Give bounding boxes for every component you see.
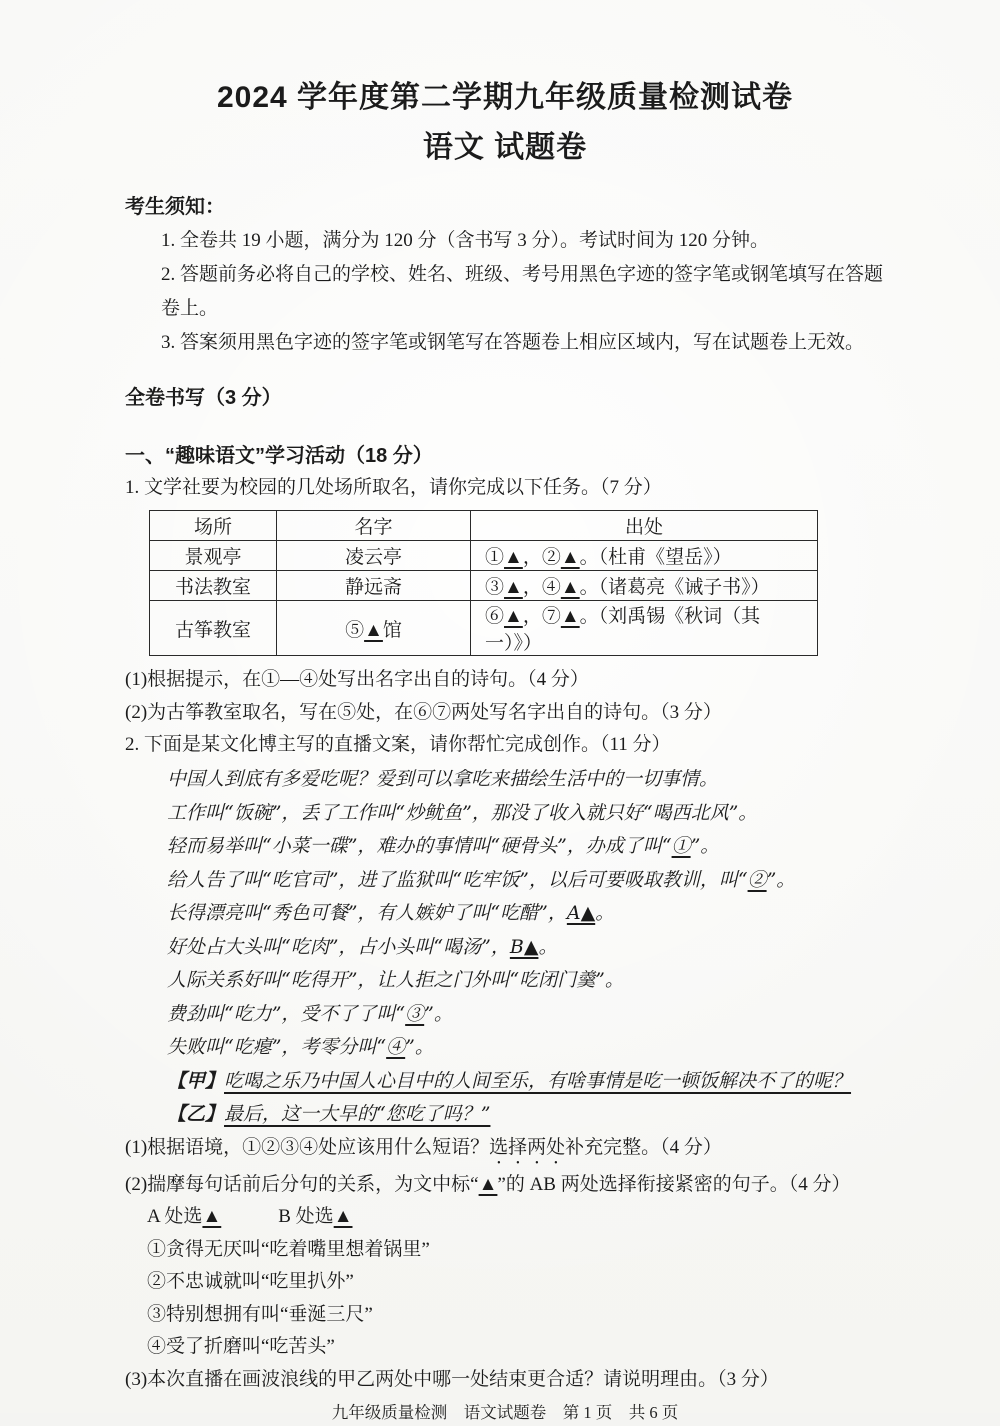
script-line: 费劲叫“吃力”，受不了了叫“③”。 [167, 1002, 453, 1025]
cell-place: 古筝教室 [150, 601, 277, 656]
cell-source: ③▲，④▲。（诸葛亮《诫子书》） [471, 571, 818, 601]
emphasized-text: 选择两处 [489, 1136, 566, 1158]
q2-option-2: ②不忠诚就叫“吃里扒外” [147, 1271, 354, 1292]
jia-text: 吃喝之乐乃中国人心目中的人间至乐，有啥事情是吃一顿饭解决不了的呢？ [224, 1069, 852, 1092]
answer-blank: ▲ [333, 1206, 353, 1227]
answer-blank: ▲ [560, 606, 580, 627]
jia-label: 【甲】 [167, 1069, 225, 1092]
yi-label: 【乙】 [167, 1103, 225, 1125]
col-header-place: 场所 [150, 511, 277, 541]
cell-name: 静远斋 [277, 571, 471, 601]
cell-place: 书法教室 [150, 571, 277, 601]
q1-stem: 1. 文学社要为校园的几处场所取名，请你完成以下任务。（7 分） [125, 477, 662, 498]
q2-option-1: ①贪得无厌叫“吃着嘴里想着锅里” [147, 1238, 430, 1260]
cell-source: ①▲，②▲。（杜甫《望岳》） [471, 541, 818, 571]
table-row [150, 571, 818, 601]
script-line: 人际关系好叫“吃得开”，让人拒之门外叫“吃闭门羹”。 [167, 969, 624, 991]
table-row [150, 601, 818, 656]
answer-blank: ④ [386, 1036, 406, 1058]
cell-name: 凌云亭 [277, 541, 471, 571]
notice-item-3: 3. 答案须用黑色字迹的签字笔或钢笔写在答题卷上相应区域内，写在试题卷上无效。 [161, 332, 865, 353]
q2-stem: 2. 下面是某文化博主写的直播文案，请你帮忙完成创作。（11 分） [125, 734, 671, 755]
notice-item-2: 2. 答题前务必将自己的学校、姓名、班级、考号用黑色字迹的签字笔或钢笔填写在答题卷上。 [161, 264, 884, 319]
answer-blank: ① [671, 835, 691, 857]
script-line: 中国人到底有多爱吃呢？爱到可以拿吃来描绘生活中的一切事情。 [167, 768, 719, 790]
col-header-name: 名字 [277, 511, 471, 541]
script-line: 长得漂亮叫“秀色可餐”，有人嫉妒了叫“吃醋”，A▲。 [167, 902, 615, 924]
answer-blank: A▲ [566, 902, 596, 924]
answer-blank: ▲ [504, 547, 523, 568]
col-header-source: 出处 [471, 511, 818, 541]
q1-subquestion-1: (1)根据提示，在①—④处写出名字出自的诗句。（4 分） [125, 669, 589, 690]
answer-blank: ② [747, 868, 767, 891]
answer-blank: ▲ [504, 606, 523, 627]
script-ending-yi [125, 1098, 885, 1132]
script-line: 好处占大头叫“吃肉”，占小头叫“喝汤”，B▲。 [167, 935, 558, 958]
q2-subquestion-3: (3)本次直播在画波浪线的甲乙两处中哪一处结束更合适？请说明理由。（3 分） [125, 1368, 779, 1390]
notice-item-1: 1. 全卷共 19 小题，满分为 120 分（含书写 3 分）。考试时间为 120 分钟。 [161, 230, 770, 251]
script-line: 轻而易举叫“小菜一碟”，难办的事情叫“硬骨头”，办成了叫“①”。 [167, 835, 720, 857]
cell-source: ⑥▲，⑦▲。（刘禹锡《秋词（其一）》） [471, 601, 818, 656]
exam-title: 2024 学年度第二学期九年级质量检测试卷 [216, 81, 794, 114]
script-line: 工作叫“饭碗”，丢了工作叫“炒鱿鱼”，那没了收入就只好“喝西北风”。 [167, 801, 758, 824]
notice-heading: 考生须知： [125, 196, 225, 218]
script-ending-jia [125, 1065, 885, 1099]
script-line: 给人告了叫“吃官司”，进了监狱叫“吃牢饭”，以后可要吸取教训，叫“②”。 [167, 868, 796, 891]
yi-text: 最后，这一大早的“您吃了吗？” [224, 1103, 491, 1125]
answer-blank: ▲ [202, 1206, 222, 1227]
answer-blank: ▲ [560, 577, 580, 598]
answer-blank: B▲ [509, 935, 539, 958]
table-header-row [150, 511, 818, 541]
answer-blank: ③ [405, 1002, 425, 1025]
answer-blank: ▲ [478, 1173, 498, 1195]
answer-blank: ▲ [364, 619, 383, 641]
section-writing-heading: 全卷书写（3 分） [125, 387, 282, 409]
q2-answer-choose-line: A 处选▲ B 处选▲ [147, 1206, 353, 1227]
answer-blank: ▲ [504, 577, 523, 598]
cell-place: 景观亭 [150, 541, 277, 571]
q2-option-3: ③特别想拥有叫“垂涎三尺” [147, 1303, 373, 1325]
page-footer: 九年级质量检测 语文试题卷 第 1 页 共 6 页 [331, 1403, 679, 1422]
table-row [150, 541, 818, 571]
q2-subquestion-2: (2)揣摩每句话前后分句的关系，为文中标“▲”的 AB 两处选择衔接紧密的句子。（4 分） [125, 1173, 851, 1195]
q1-subquestion-2: (2)为古筝教室取名，写在⑤处，在⑥⑦两处写名字出自的诗句。（3 分） [125, 701, 722, 723]
script-line: 失败叫“吃瘪”，考零分叫“④”。 [167, 1036, 434, 1058]
naming-table [149, 510, 818, 656]
q2-option-4: ④受了折磨叫“吃苦头” [147, 1336, 335, 1357]
section-activity-heading: 一、“趣味语文”学习活动（18 分） [125, 445, 433, 467]
exam-subtitle: 语文 试题卷 [422, 131, 588, 164]
q2-subquestion-1: (1)根据语境，①②③④处应该用什么短语？选择两处补充完整。（4 分） [125, 1136, 722, 1158]
cell-name: ⑤▲馆 [277, 601, 471, 656]
answer-blank: ▲ [560, 547, 580, 568]
